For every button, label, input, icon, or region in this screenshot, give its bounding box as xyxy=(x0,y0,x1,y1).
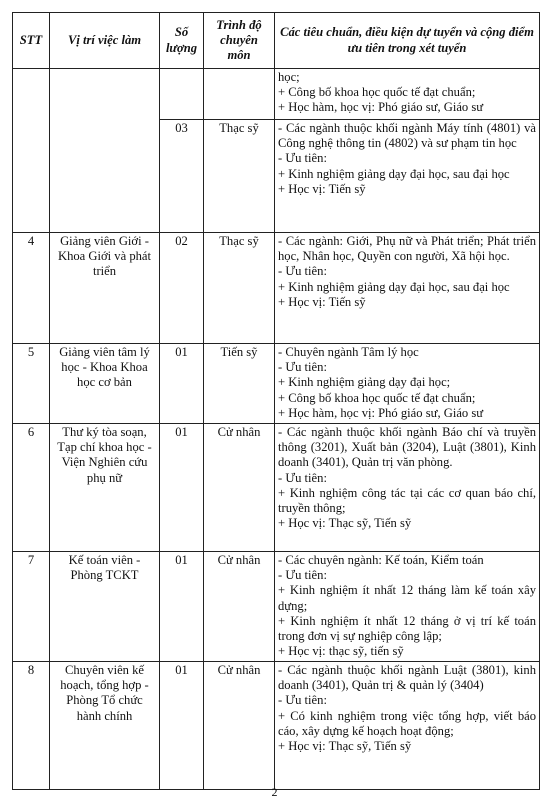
quantity-cell: 01 xyxy=(160,552,204,662)
criteria-line: - Các ngành thuộc khối ngành Luật (3801), kinh doanh (3401), Quản trị & quản lý (3404) xyxy=(278,663,536,693)
quantity-cell xyxy=(160,69,204,120)
criteria-line: - Các ngành: Giới, Phụ nữ và Phát triển; Phát triển học, Nhân học, Quyền con người, Xã hội học. xyxy=(278,234,536,264)
stt-cell: 8 xyxy=(13,662,50,790)
stt-cell: 7 xyxy=(13,552,50,662)
position-cell: Thư ký tòa soạn, Tạp chí khoa học - Viện Nghiên cứu phụ nữ xyxy=(50,424,160,552)
position-cell: Kế toán viên - Phòng TCKT xyxy=(50,552,160,662)
degree-cell: Tiến sỹ xyxy=(204,344,275,424)
table-row xyxy=(13,69,540,120)
criteria-line: - Chuyên ngành Tâm lý học xyxy=(278,345,419,359)
criteria-line: + Học vị: Tiến sỹ xyxy=(278,294,366,309)
criteria-cell xyxy=(275,344,540,424)
criteria-cell xyxy=(275,233,540,344)
header-degree: Trình độ chuyên môn xyxy=(204,13,275,69)
recruitment-table xyxy=(12,12,540,790)
quantity-cell: 02 xyxy=(160,233,204,344)
criteria-line: - Ưu tiên: xyxy=(278,693,327,708)
degree-cell xyxy=(204,69,275,120)
criteria-line: + Kinh nghiệm giảng dạy đại học; xyxy=(278,375,451,390)
quantity-cell: 03 xyxy=(160,120,204,233)
stt-cell xyxy=(13,69,50,233)
criteria-line: + Học hàm, học vị: Phó giáo sư, Giáo sư xyxy=(278,100,484,115)
position-cell xyxy=(50,69,160,233)
criteria-line: - Các ngành thuộc khối ngành Báo chí và truyền thông (3201), Xuất bản (3204), Luật (3801), Kinh doanh (3401), Quản trị văn phòng. xyxy=(278,425,536,470)
criteria-line: - Ưu tiên: xyxy=(278,568,327,583)
quantity-cell: 01 xyxy=(160,344,204,424)
position-cell: Giảng viên tâm lý học - Khoa Khoa học cơ bản xyxy=(50,344,160,424)
quantity-cell: 01 xyxy=(160,662,204,790)
header-quantity: Số lượng xyxy=(160,13,204,69)
criteria-line: + Kinh nghiệm giảng dạy đại học, sau đại học xyxy=(278,279,510,294)
criteria-line: + Kinh nghiệm ít nhất 12 tháng ở vị trí kế toán trong đơn vị sự nghiệp công lập; xyxy=(278,613,536,644)
header-stt: STT xyxy=(13,13,50,69)
criteria-cell xyxy=(275,120,540,233)
criteria-cell xyxy=(275,424,540,552)
criteria-line: - Các ngành thuộc khối ngành Máy tính (4801) và Công nghệ thông tin (4802) và sư phạm tin học xyxy=(278,121,536,151)
criteria-line: + Công bố khoa học quốc tế đạt chuẩn; xyxy=(278,390,476,405)
degree-cell: Cử nhân xyxy=(204,424,275,552)
degree-cell: Cử nhân xyxy=(204,552,275,662)
stt-cell: 4 xyxy=(13,233,50,344)
criteria-cell xyxy=(275,552,540,662)
criteria-line: + Kinh nghiệm công tác tại các cơ quan báo chí, truyền thông; xyxy=(278,485,536,516)
page-number: 2 xyxy=(271,785,278,799)
criteria-line: - Ưu tiên: xyxy=(278,360,327,375)
table-row xyxy=(13,233,540,344)
criteria-line: - Các chuyên ngành: Kế toán, Kiểm toán xyxy=(278,553,484,567)
stt-cell: 6 xyxy=(13,424,50,552)
criteria-line: + Học vị: Tiến sỹ xyxy=(278,181,366,196)
degree-cell: Cử nhân xyxy=(204,662,275,790)
table-row xyxy=(13,662,540,790)
table-row xyxy=(13,344,540,424)
position-cell: Giảng viên Giới - Khoa Giới và phát triển xyxy=(50,233,160,344)
quantity-cell: 01 xyxy=(160,424,204,552)
criteria-line: + Học vị: Thạc sỹ, Tiến sỹ xyxy=(278,739,412,754)
criteria-line: - Ưu tiên: xyxy=(278,470,327,485)
header-row xyxy=(13,13,540,69)
criteria-line: học; xyxy=(278,70,300,84)
degree-cell: Thạc sỹ xyxy=(204,233,275,344)
criteria-line: + Học vị: thạc sỹ, tiến sỹ xyxy=(278,644,404,659)
stt-cell: 5 xyxy=(13,344,50,424)
criteria-line: + Công bố khoa học quốc tế đạt chuẩn; xyxy=(278,85,476,100)
position-cell: Chuyên viên kế hoạch, tổng hợp - Phòng Tổ chức hành chính xyxy=(50,662,160,790)
header-criteria: Các tiêu chuẩn, điều kiện dự tuyển và cộng điểm ưu tiên trong xét tuyển xyxy=(275,13,540,69)
criteria-line: + Có kinh nghiệm trong việc tổng hợp, viết báo cáo, xây dựng kế hoạch hoạt động; xyxy=(278,708,536,738)
criteria-line: + Kinh nghiệm ít nhất 12 tháng làm kế toán xây dựng; xyxy=(278,583,536,613)
criteria-cell xyxy=(275,662,540,790)
criteria-line: + Học hàm, học vị: Phó giáo sư, Giáo sư xyxy=(278,405,484,420)
criteria-cell xyxy=(275,69,540,120)
criteria-line: - Ưu tiên: xyxy=(278,264,327,279)
table-row xyxy=(13,424,540,552)
header-position: Vị trí việc làm xyxy=(50,13,160,69)
criteria-line: - Ưu tiên: xyxy=(278,151,327,166)
table-row xyxy=(13,552,540,662)
degree-cell: Thạc sỹ xyxy=(204,120,275,233)
criteria-line: + Kinh nghiệm giảng dạy đại học, sau đại học xyxy=(278,166,510,181)
criteria-line: + Học vị: Thạc sỹ, Tiến sỹ xyxy=(278,516,412,531)
